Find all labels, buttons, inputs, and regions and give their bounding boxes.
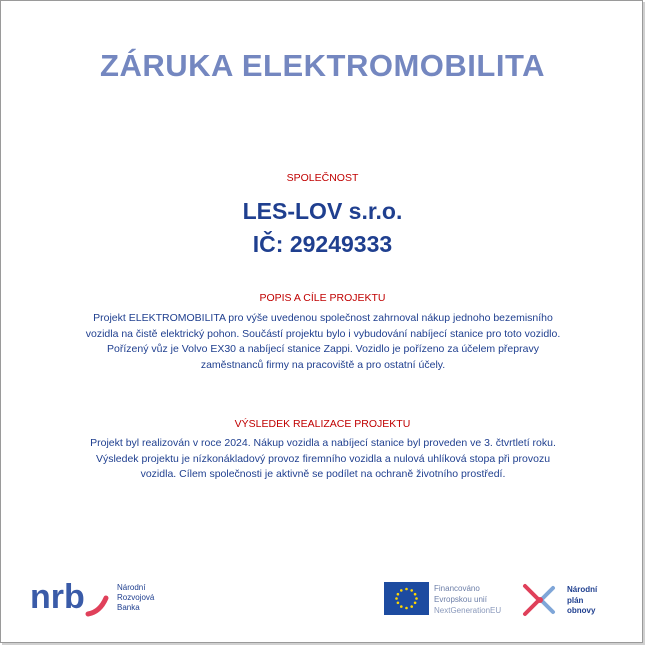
nrb-logo bbox=[30, 578, 112, 624]
svg-text:nrb: nrb bbox=[30, 578, 85, 616]
company-ico: IČ: 29249333 bbox=[252, 231, 393, 257]
poster-title: ZÁRUKA ELEKTROMOBILITA bbox=[100, 48, 545, 83]
project-description: Projekt ELEKTROMOBILITA pro výše uvedenou společnost zahrnoval nákup jednoho bezemisního vozidla na čistě elektrický pohon. Součástí projektu bylo i vybudování nabíjecí stanice pro toto vozidlo. Pořízený vůz je Volvo EX30 a nabíjecí stanice Zappi. Vozidlo je pořízeno za účelem přepravy zaměstnanců firmy na pracoviště a pro ostatní účely. bbox=[85, 312, 561, 371]
result-description: Projekt byl realizován v roce 2024. Nákup vozidla a nabíjecí stanice byl proveden ve 3. čtvrtletí roku. Výsledek projektu je nízkonákladový provoz firemního vozidla a nulová uhlíková stopa při provozu vozidla. Cílem společnosti je aktivně se podílet na ochraně životního prostředí. bbox=[90, 437, 556, 480]
eu-funding-text: Financováno Evropskou unií NextGenerationEU bbox=[434, 584, 502, 615]
nrb-logo-text: Národní Rozvojová Banka bbox=[117, 583, 155, 612]
project-section-label: POPIS A CÍLE PROJEKTU bbox=[259, 292, 386, 304]
company-name: LES-LOV s.r.o. bbox=[242, 198, 403, 224]
eu-flag-icon bbox=[384, 582, 429, 615]
npo-logo-text: Národní plán obnovy bbox=[567, 585, 598, 615]
company-section-label: SPOLEČNOST bbox=[286, 172, 359, 184]
result-section-label: VÝSLEDEK REALIZACE PROJEKTU bbox=[234, 418, 411, 430]
npo-logo-icon bbox=[519, 580, 563, 620]
